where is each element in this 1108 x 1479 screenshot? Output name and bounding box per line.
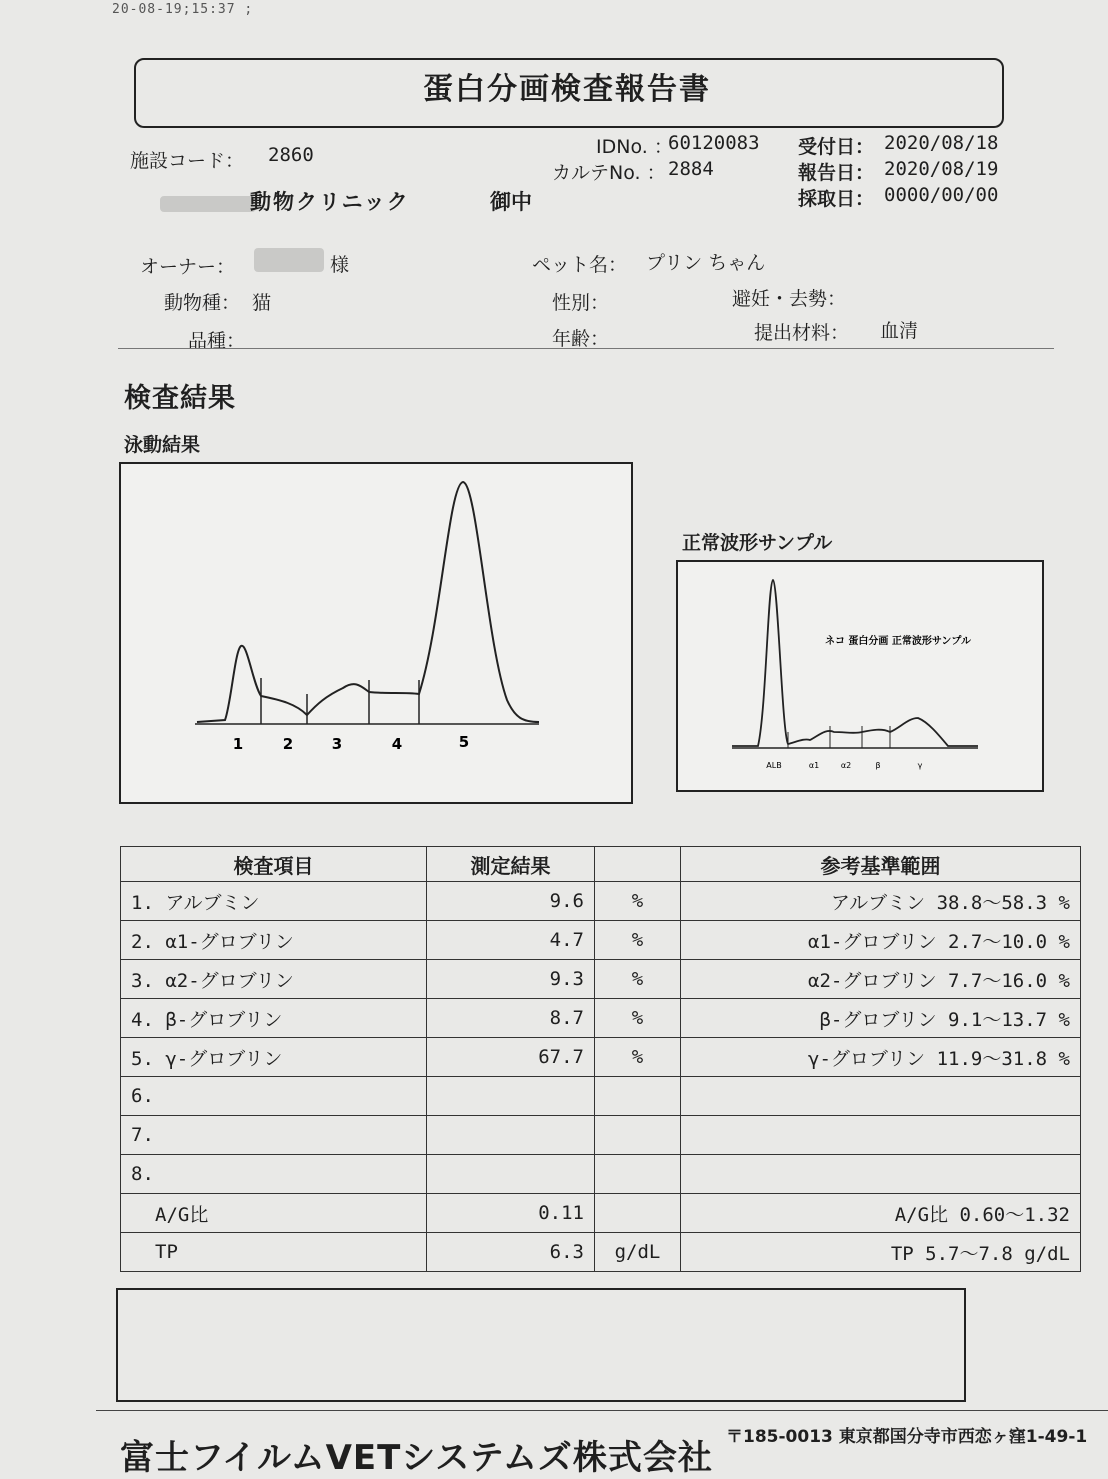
unit-cell: %: [595, 1038, 681, 1077]
sample-x-label-a1: α1: [808, 761, 820, 770]
table-row: [121, 1233, 1081, 1272]
item-cell: 5. γ-グロブリン: [121, 1038, 427, 1077]
reference-cell: アルブミン 38.8～58.3 %: [681, 882, 1081, 921]
value-cell: 0.11: [427, 1194, 595, 1233]
item-cell: 1. アルブミン: [121, 882, 427, 921]
x-label-2: 2: [282, 735, 294, 753]
value-cell: [427, 1116, 595, 1155]
owner-label: オーナー：: [140, 256, 236, 278]
table-row: [121, 882, 1081, 921]
item-cell: 7.: [121, 1116, 427, 1155]
honorific: 御中: [490, 190, 532, 214]
report-title: 蛋白分画検査報告書: [423, 72, 711, 107]
company-name: 富士フイルムVETシステムズ株式会社: [120, 1438, 713, 1478]
sample-label: 正常波形サンプル: [682, 532, 833, 554]
id-label: IDNo. ：: [596, 136, 673, 158]
item-cell: A/G比: [121, 1194, 427, 1233]
reference-cell: A/G比 0.60～1.32: [681, 1194, 1081, 1233]
sample-x-label-alb: ALB: [766, 761, 782, 770]
facility-code: 2860: [268, 144, 314, 166]
table-row: [121, 1116, 1081, 1155]
collected-label: 採取日：: [798, 188, 875, 210]
table-row: [121, 1038, 1081, 1077]
species: 猫: [252, 292, 272, 314]
header-result: 測定結果: [427, 847, 595, 882]
table-row: [121, 960, 1081, 999]
reference-cell: [681, 1077, 1081, 1116]
pet-name-label: ペット名：: [532, 254, 628, 276]
age-label: 年齢：: [552, 328, 610, 350]
header-item: 検査項目: [121, 847, 427, 882]
reference-cell: β-グロブリン 9.1～13.7 %: [681, 999, 1081, 1038]
owner-suffix: 様: [330, 254, 350, 276]
redacted-owner-name: [254, 248, 324, 272]
breed-label: 品種：: [188, 330, 246, 352]
unit-cell: [595, 1194, 681, 1233]
table-row: [121, 1194, 1081, 1233]
header-unit: [595, 847, 681, 882]
sample-curve: [732, 580, 978, 746]
fax-timestamp: 20-08-19;15:37 ;: [112, 2, 254, 17]
value-cell: 9.6: [427, 882, 595, 921]
value-cell: 8.7: [427, 999, 595, 1038]
table-row: [121, 921, 1081, 960]
company-address: 〒185-0013 東京都国分寺市西恋ヶ窪1-49-1: [726, 1427, 1088, 1447]
x-label-4: 4: [391, 735, 403, 753]
sex-label: 性別：: [552, 292, 610, 314]
table-row: [121, 999, 1081, 1038]
value-cell: 6.3: [427, 1233, 595, 1272]
results-table: [120, 846, 1081, 1272]
sample-chart-title: ネコ 蛋白分画 正常波形サンプル: [824, 636, 972, 647]
item-cell: 8.: [121, 1155, 427, 1194]
curve-sample: [197, 482, 539, 722]
reference-cell: [681, 1155, 1081, 1194]
unit-cell: %: [595, 960, 681, 999]
unit-cell: [595, 1116, 681, 1155]
sample-svg: [678, 562, 1042, 790]
unit-cell: [595, 1155, 681, 1194]
x-label-1: 1: [232, 735, 244, 753]
header-divider: [118, 348, 1054, 349]
reference-cell: TP 5.7～7.8 g/dL: [681, 1233, 1081, 1272]
table-header-row: [121, 847, 1081, 882]
normal-sample-chart: [676, 560, 1044, 792]
karte-value: 2884: [668, 158, 714, 180]
material-label: 提出材料：: [754, 322, 850, 344]
karte-label: カルテNo. ：: [552, 162, 666, 184]
reference-cell: γ-グロブリン 11.9～31.8 %: [681, 1038, 1081, 1077]
electrophoresis-svg: [121, 464, 631, 802]
neuter-label: 避妊・去勢：: [732, 288, 847, 310]
sample-x-label-a2: α2: [840, 761, 852, 770]
electrophoresis-chart: [119, 462, 633, 804]
clinic-name: 動物クリニック: [250, 190, 410, 214]
electrophoresis-label: 泳動結果: [124, 434, 201, 456]
item-cell: 3. α2-グロブリン: [121, 960, 427, 999]
reference-cell: α1-グロブリン 2.7～10.0 %: [681, 921, 1081, 960]
value-cell: 67.7: [427, 1038, 595, 1077]
collected-date: 0000/00/00: [884, 184, 999, 206]
unit-cell: %: [595, 921, 681, 960]
received-label: 受付日：: [798, 136, 875, 158]
comment-box: [116, 1288, 966, 1402]
x-label-3: 3: [331, 735, 343, 753]
reference-cell: [681, 1116, 1081, 1155]
sample-x-label-b: β: [875, 761, 881, 770]
x-label-5: 5: [458, 733, 470, 751]
reference-cell: α2-グロブリン 7.7～16.0 %: [681, 960, 1081, 999]
species-label: 動物種：: [164, 292, 241, 314]
report-date-label: 報告日：: [798, 162, 875, 184]
sample-x-label-g: γ: [917, 761, 923, 770]
pet-name: プリン ちゃん: [646, 252, 766, 274]
material: 血清: [880, 320, 919, 342]
id-value: 60120083: [668, 132, 760, 154]
item-cell: 2. α1-グロブリン: [121, 921, 427, 960]
unit-cell: [595, 1077, 681, 1116]
table-row: [121, 1155, 1081, 1194]
footer-divider: [96, 1410, 1108, 1411]
unit-cell: %: [595, 999, 681, 1038]
received-date: 2020/08/18: [884, 132, 999, 154]
item-cell: TP: [121, 1233, 427, 1272]
section-title: 検査結果: [124, 383, 236, 414]
item-cell: 4. β-グロブリン: [121, 999, 427, 1038]
unit-cell: %: [595, 882, 681, 921]
unit-cell: g/dL: [595, 1233, 681, 1272]
item-cell: 6.: [121, 1077, 427, 1116]
value-cell: 4.7: [427, 921, 595, 960]
facility-code-label: 施設コード：: [130, 150, 245, 172]
header-reference: 参考基準範囲: [681, 847, 1081, 882]
value-cell: [427, 1077, 595, 1116]
report-date: 2020/08/19: [884, 158, 999, 180]
redacted-clinic-prefix: [160, 196, 256, 212]
table-row: [121, 1077, 1081, 1116]
value-cell: 9.3: [427, 960, 595, 999]
value-cell: [427, 1155, 595, 1194]
